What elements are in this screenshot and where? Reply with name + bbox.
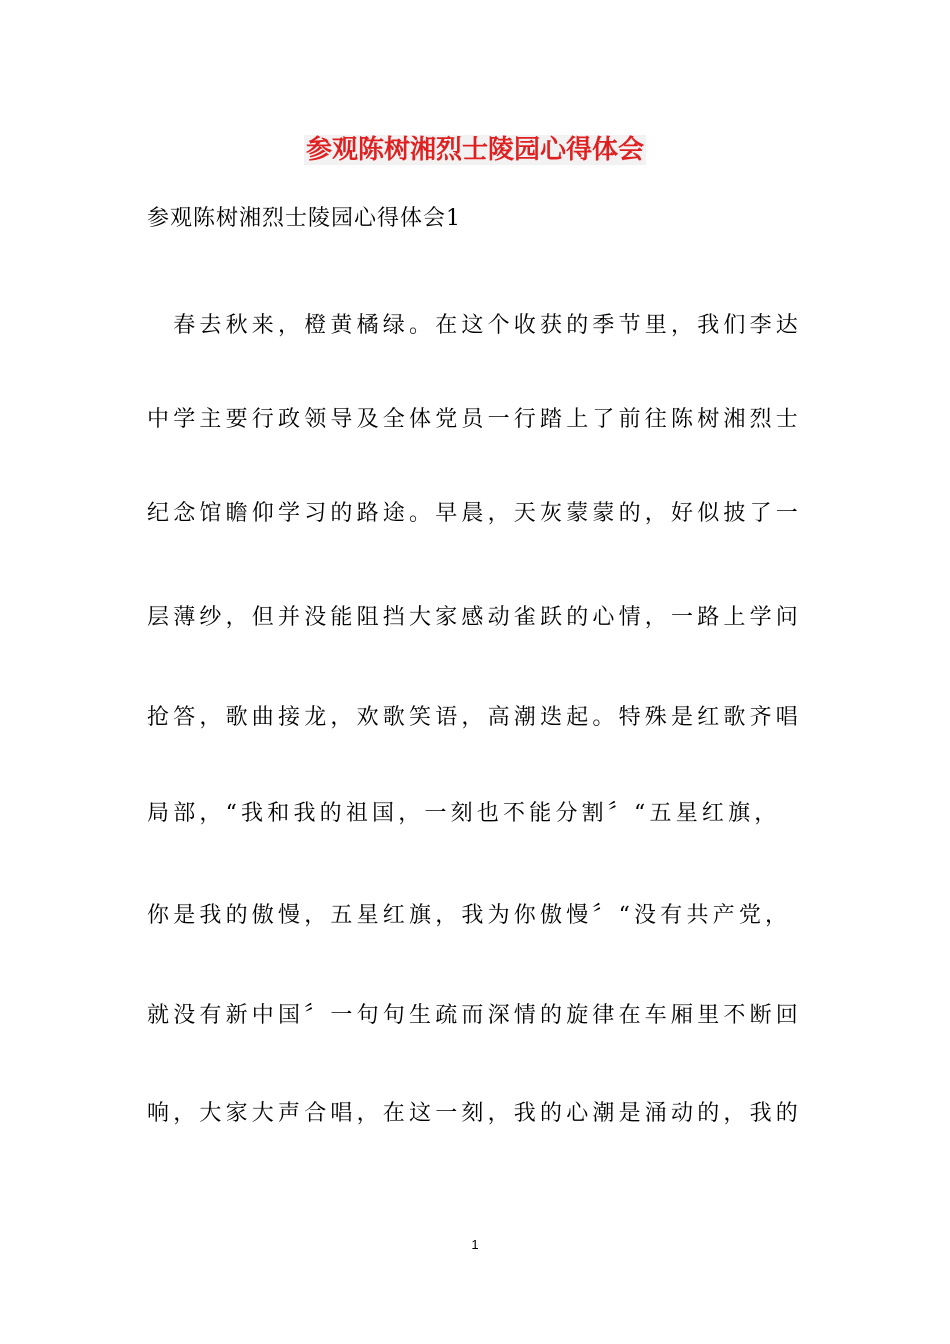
paragraph-line-5: 抢答，歌曲接龙，欢歌笑语，高潮迭起。特殊是红歌齐唱 [147, 705, 803, 730]
paragraph-line-6: 局部，“我和我的祖国，一刻也不能分割〞“五星红旗， [147, 801, 781, 826]
document-title [0, 130, 950, 170]
paragraph-line-9: 响，大家大声合唱，在这一刻，我的心潮是涌动的，我的 [147, 1101, 803, 1126]
paragraph-line-3: 纪念馆瞻仰学习的路途。早晨，天灰蒙蒙的，好似披了一 [147, 501, 803, 526]
section-heading: 参观陈树湘烈士陵园心得体会1 [147, 206, 461, 231]
document-title-text: 参观陈树湘烈士陵园心得体会 [305, 135, 644, 165]
paragraph-line-4: 层薄纱，但并没能阻挡大家感动雀跃的心情，一路上学问 [147, 605, 803, 630]
paragraph-line-2: 中学主要行政领导及全体党员一行踏上了前往陈树湘烈士 [147, 407, 803, 432]
page-number: 1 [471, 1237, 479, 1252]
paragraph-line-7: 你是我的傲慢，五星红旗，我为你傲慢〞“没有共产党， [147, 903, 792, 928]
paragraph-line-1: 春去秋来，橙黄橘绿。在这个收获的季节里，我们李达 [147, 313, 803, 338]
paragraph-line-8: 就没有新中国〞一句句生疏而深情的旋律在车厢里不断回 [147, 1003, 803, 1028]
